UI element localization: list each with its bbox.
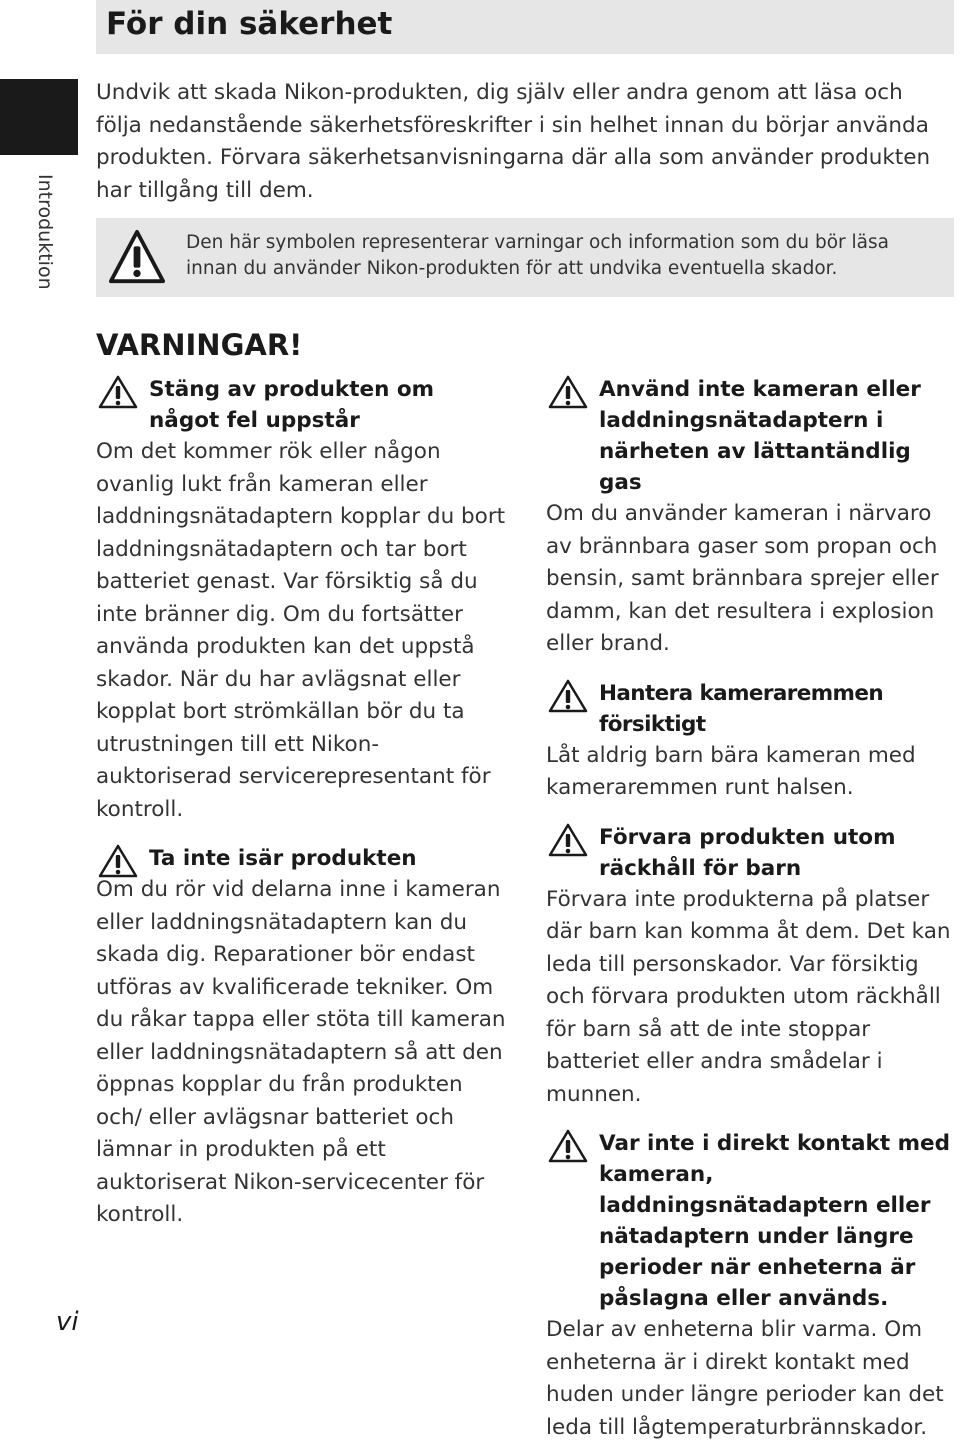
warning-heading: Ta inte isär produkten: [96, 843, 506, 874]
warning-body: Förvara inte produkterna på platser där barn kan komma åt dem. Det kan leda till personskador. Var försiktig och förvara produkten utom räckhåll för barn så att de inte stoppar batteriet eller andra smådelar i munnen.: [546, 886, 951, 1107]
title-bar: [96, 0, 954, 54]
warning-heading: Använd inte kameran eller laddningsnätadaptern i närheten av lättantändlig gas: [546, 374, 956, 498]
warning-section: [96, 843, 506, 1232]
warning-icon: [548, 823, 588, 857]
symbol-note-box: [96, 218, 954, 297]
warning-body: Låt aldrig barn bära kameran med kameraremmen runt halsen.: [546, 742, 916, 800]
warning-body: Om du använder kameran i närvaro av brännbara gaser som propan och bensin, samt brännbara sprejer eller damm, kan det resultera i explosion eller brand.: [546, 501, 939, 656]
warning-body: Om du rör vid delarna inne i kameran eller laddningsnätadaptern kan du skada dig. Reparationer bör endast utföras av kvalificerade tekniker. Om du råkar tappa eller stöta till kameran eller laddningsnätadaptern så att den öppnas kopplar du från produkten och/ eller avlägsnar batteriet och lämnar in produkten på ett auktoriserat Nikon-servicecenter för kontroll.: [96, 877, 506, 1227]
warning-section: [546, 678, 956, 805]
page-number: vi: [56, 1307, 79, 1337]
intro-paragraph: Undvik att skada Nikon-produkten, dig själv eller andra genom att läsa och följa nedanstående säkerhetsföreskrifter i sin helhet innan du börjar använda produkten. Förvara säkerhetsanvisningarna där alla som använder produkten har tillgång till dem.: [96, 80, 931, 203]
warning-body: Delar av enheterna blir varma. Om enheterna är i direkt kontakt med huden under längre perioder kan det leda till lågtemperaturbrännskador.: [546, 1317, 944, 1440]
warning-heading: Förvara produkten utom räckhåll för barn: [546, 822, 956, 884]
page-title: För din säkerhet: [106, 6, 393, 42]
warning-icon: [548, 375, 588, 409]
warnings-heading: VARNINGAR!: [96, 328, 303, 362]
warning-icon: [98, 844, 138, 878]
warning-icon: [548, 1129, 588, 1163]
warning-heading: Hantera kameraremmen försiktigt: [546, 678, 956, 740]
warning-icon: [98, 375, 138, 409]
symbol-note-text: Den här symbolen representerar varningar och information som du bör läsa innan du använder Nikon-produkten för att undvika eventuella skador.: [186, 232, 889, 279]
warning-body: Om det kommer rök eller någon ovanlig lukt från kameran eller laddningsnätadaptern kopplar du bort laddningsnätadaptern och tar bort batteriet genast. Var försiktig så du inte bränner dig. Om du fortsätter använda produkten kan det uppstå skador. När du har avlägsnat eller kopplat bort strömkällan bör du ta utrustningen till ett Nikon-auktoriserad servicerepresentant för kontroll.: [96, 439, 506, 822]
side-tab-marker: [0, 79, 78, 155]
warning-icon: [548, 679, 588, 713]
warning-section: [96, 374, 506, 826]
warning-icon: [108, 228, 166, 286]
warning-section: [546, 1128, 956, 1444]
warning-section: [546, 822, 956, 1112]
left-column: [96, 374, 506, 1232]
warning-section: [546, 374, 956, 661]
side-tab-label: Introduktion: [34, 174, 56, 290]
warning-heading: Var inte i direkt kontakt med kameran, laddningsnätadaptern eller nätadaptern under längre perioder när enheterna är påslagna eller används.: [546, 1128, 956, 1314]
warning-heading: Stäng av produkten om något fel uppstår: [96, 374, 506, 436]
right-column: [546, 374, 956, 1444]
